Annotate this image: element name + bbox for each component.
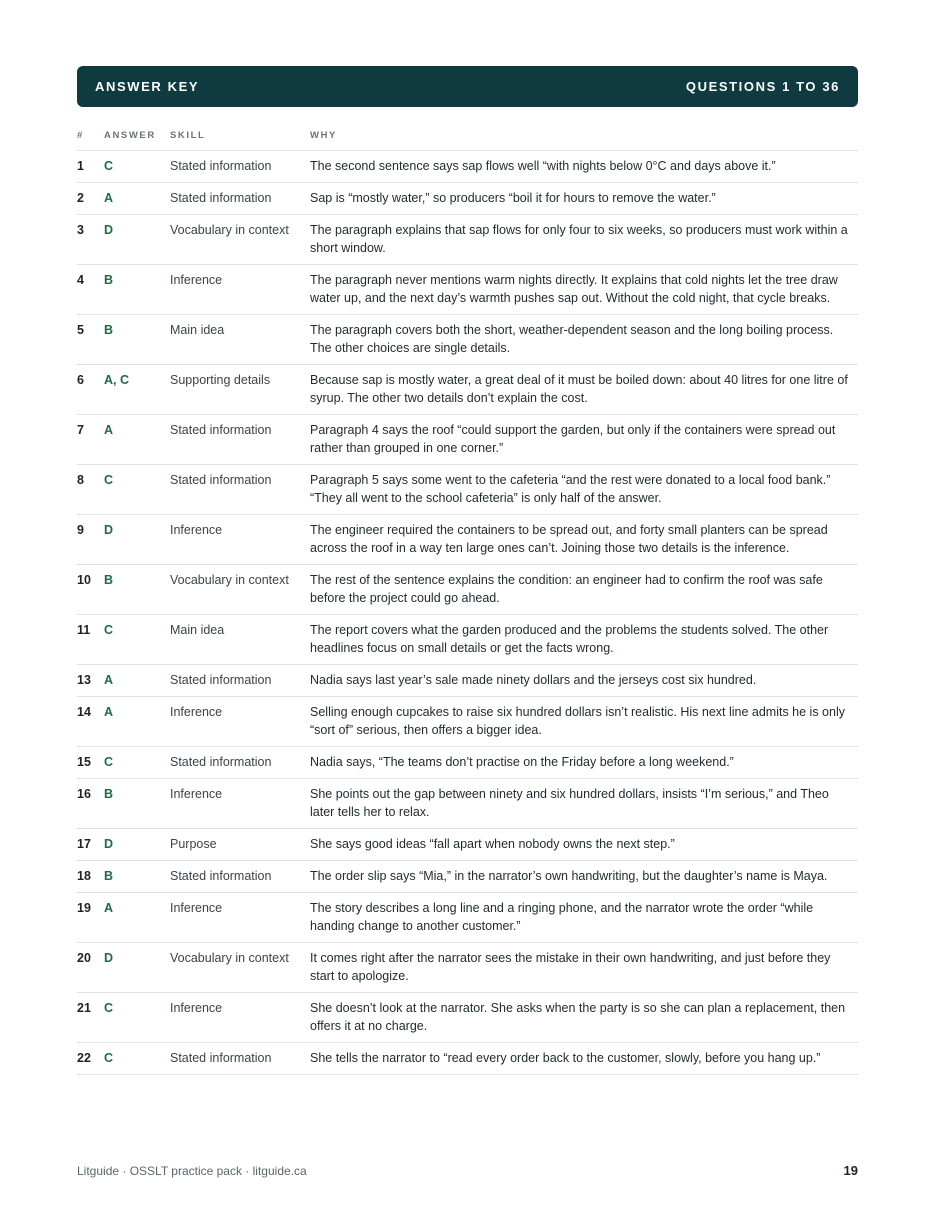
answer-letter: A [104, 183, 170, 215]
answer-letter: B [104, 315, 170, 365]
column-header-why: WHY [310, 120, 858, 151]
answer-rows [77, 151, 858, 1075]
skill-label: Inference [170, 893, 310, 943]
answer-letter: A [104, 415, 170, 465]
question-number: 1 [77, 151, 104, 183]
answer-letter: C [104, 465, 170, 515]
table-row [77, 215, 858, 265]
skill-label: Purpose [170, 829, 310, 861]
skill-label: Main idea [170, 615, 310, 665]
explanation-text: The second sentence says sap flows well “with nights below 0°C and days above it.” [310, 151, 858, 183]
explanation-text: The rest of the sentence explains the condition: an engineer had to confirm the roof was safe before the project could go ahead. [310, 565, 858, 615]
question-number: 6 [77, 365, 104, 415]
explanation-text: The paragraph explains that sap flows for only four to six weeks, so producers must work within a short window. [310, 215, 858, 265]
answer-table [77, 120, 858, 1075]
skill-label: Inference [170, 779, 310, 829]
explanation-text: The story describes a long line and a ringing phone, and the narrator wrote the order “while handing change to another customer.” [310, 893, 858, 943]
table-row [77, 665, 858, 697]
skill-label: Vocabulary in context [170, 215, 310, 265]
answer-letter: C [104, 151, 170, 183]
explanation-text: Selling enough cupcakes to raise six hundred dollars isn’t realistic. His next line admits he is only “sort of” serious, then offers a bigger idea. [310, 697, 858, 747]
answer-letter: C [104, 993, 170, 1043]
table-row [77, 151, 858, 183]
question-number: 9 [77, 515, 104, 565]
explanation-text: The engineer required the containers to be spread out, and forty small planters can be spread across the roof in a way ten large ones can’t. Joining those two details is the inference. [310, 515, 858, 565]
explanation-text: She says good ideas “fall apart when nobody owns the next step.” [310, 829, 858, 861]
table-row [77, 697, 858, 747]
table-row [77, 779, 858, 829]
explanation-text: Paragraph 5 says some went to the cafeteria “and the rest were donated to a local food bank.” “They all went to the school cafeteria” is only half of the answer. [310, 465, 858, 515]
question-number: 22 [77, 1043, 104, 1075]
answer-letter: C [104, 1043, 170, 1075]
skill-label: Stated information [170, 1043, 310, 1075]
explanation-text: The report covers what the garden produced and the problems the students solved. The other headlines focus on small details or get the facts wrong. [310, 615, 858, 665]
answer-letter: D [104, 515, 170, 565]
skill-label: Vocabulary in context [170, 943, 310, 993]
table-row [77, 315, 858, 365]
page-number: 19 [843, 1163, 858, 1178]
table-row [77, 183, 858, 215]
table-row [77, 265, 858, 315]
table-row [77, 1043, 858, 1075]
table-row [77, 465, 858, 515]
explanation-text: She doesn’t look at the narrator. She asks when the party is so she can plan a replacement, then offers it at no charge. [310, 993, 858, 1043]
table-row [77, 829, 858, 861]
answer-letter: A [104, 697, 170, 747]
skill-label: Stated information [170, 183, 310, 215]
table-header-row [77, 120, 858, 151]
column-header-answer: ANSWER [104, 120, 170, 151]
question-number: 19 [77, 893, 104, 943]
question-number: 15 [77, 747, 104, 779]
skill-label: Stated information [170, 151, 310, 183]
table-row [77, 861, 858, 893]
explanation-text: She tells the narrator to “read every order back to the customer, slowly, before you hang up.” [310, 1043, 858, 1075]
answer-letter: A [104, 893, 170, 943]
footer-source: Litguide · OSSLT practice pack · litguide.ca [77, 1164, 307, 1178]
question-number: 16 [77, 779, 104, 829]
answer-letter: A [104, 665, 170, 697]
explanation-text: Because sap is mostly water, a great deal of it must be boiled down: about 40 litres for one litre of syrup. The other two details don’t explain the cost. [310, 365, 858, 415]
answer-table-container [77, 120, 858, 1075]
skill-label: Main idea [170, 315, 310, 365]
answer-letter: D [104, 215, 170, 265]
explanation-text: Sap is “mostly water,” so producers “boil it for hours to remove the water.” [310, 183, 858, 215]
column-header-number: # [77, 120, 104, 151]
answer-letter: B [104, 779, 170, 829]
explanation-text: It comes right after the narrator sees the mistake in their own handwriting, and just before they start to apologize. [310, 943, 858, 993]
answer-letter: B [104, 565, 170, 615]
question-number: 13 [77, 665, 104, 697]
answer-letter: A, C [104, 365, 170, 415]
skill-label: Stated information [170, 747, 310, 779]
question-number: 8 [77, 465, 104, 515]
table-row [77, 747, 858, 779]
answer-letter: D [104, 943, 170, 993]
question-number: 18 [77, 861, 104, 893]
answer-key-header [77, 66, 858, 107]
question-number: 11 [77, 615, 104, 665]
skill-label: Stated information [170, 465, 310, 515]
explanation-text: The paragraph never mentions warm nights directly. It explains that cold nights let the tree draw water up, and the next day’s warmth pushes sap out. Without the cold night, that cycle breaks. [310, 265, 858, 315]
question-number: 2 [77, 183, 104, 215]
skill-label: Inference [170, 697, 310, 747]
question-number: 4 [77, 265, 104, 315]
explanation-text: Paragraph 4 says the roof “could support the garden, but only if the containers were spread out rather than grouped in one corner.” [310, 415, 858, 465]
skill-label: Inference [170, 515, 310, 565]
answer-letter: C [104, 615, 170, 665]
skill-label: Stated information [170, 861, 310, 893]
table-row [77, 615, 858, 665]
table-row [77, 893, 858, 943]
question-number: 14 [77, 697, 104, 747]
table-row [77, 415, 858, 465]
skill-label: Vocabulary in context [170, 565, 310, 615]
question-number: 5 [77, 315, 104, 365]
skill-label: Stated information [170, 415, 310, 465]
question-number: 20 [77, 943, 104, 993]
table-row [77, 943, 858, 993]
table-row [77, 365, 858, 415]
table-row [77, 565, 858, 615]
column-header-skill: SKILL [170, 120, 310, 151]
header-title: ANSWER KEY [95, 79, 200, 94]
question-number: 3 [77, 215, 104, 265]
explanation-text: She points out the gap between ninety and six hundred dollars, insists “I’m serious,” and Theo later tells her to relax. [310, 779, 858, 829]
explanation-text: Nadia says last year’s sale made ninety dollars and the jerseys cost six hundred. [310, 665, 858, 697]
skill-label: Inference [170, 993, 310, 1043]
header-questions-range: QUESTIONS 1 TO 36 [685, 79, 840, 94]
explanation-text: The order slip says “Mia,” in the narrator’s own handwriting, but the daughter’s name is Maya. [310, 861, 858, 893]
answer-letter: B [104, 861, 170, 893]
explanation-text: Nadia says, “The teams don’t practise on the Friday before a long weekend.” [310, 747, 858, 779]
table-row [77, 993, 858, 1043]
table-row [77, 515, 858, 565]
question-number: 7 [77, 415, 104, 465]
answer-letter: B [104, 265, 170, 315]
question-number: 17 [77, 829, 104, 861]
skill-label: Inference [170, 265, 310, 315]
question-number: 21 [77, 993, 104, 1043]
answer-letter: C [104, 747, 170, 779]
skill-label: Stated information [170, 665, 310, 697]
explanation-text: The paragraph covers both the short, weather-dependent season and the long boiling process. The other choices are single details. [310, 315, 858, 365]
answer-letter: D [104, 829, 170, 861]
skill-label: Supporting details [170, 365, 310, 415]
question-number: 10 [77, 565, 104, 615]
